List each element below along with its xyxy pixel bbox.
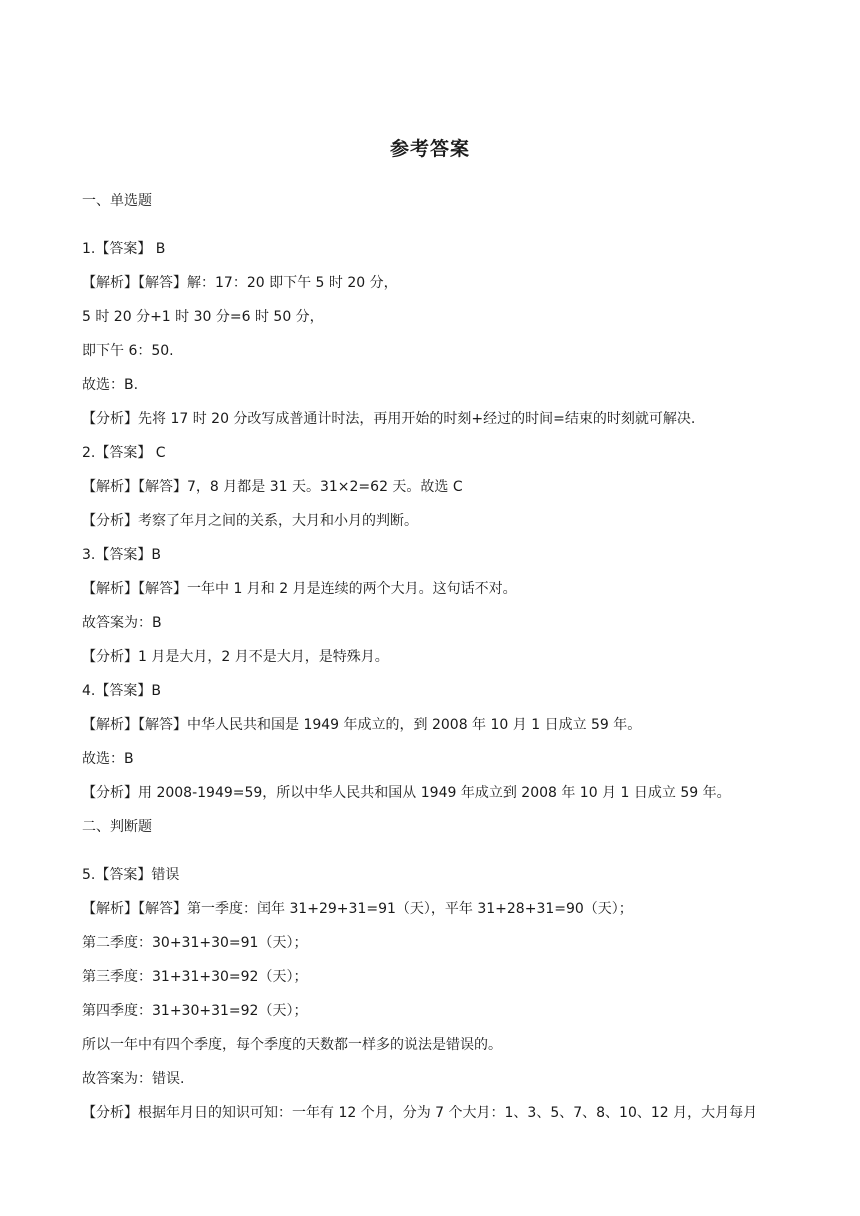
answer-line: 故选：B. [82,377,139,393]
answer-line: 【解析】【解答】中华人民共和国是 1949 年成立的，到 2008 年 10 月 1 日成立 59 年。 [82,717,642,733]
answer-line: 【分析】考察了年月之间的关系，大月和小月的判断。 [82,513,418,529]
answer-line: 2.【答案】 C [82,445,166,461]
answer-line: 所以一年中有四个季度，每个季度的天数都一样多的说法是错误的。 [82,1037,502,1053]
answer-line: 【解析】【解答】一年中 1 月和 2 月是连续的两个大月。这句话不对。 [82,581,517,597]
answer-line: 故选：B [82,751,134,767]
answer-line: 故答案为：错误. [82,1071,185,1087]
answer-line: 第四季度：31+30+31=92（天）； [82,1003,308,1019]
answer-line: 1.【答案】 B [82,241,166,257]
answer-line: 5 时 20 分+1 时 30 分=6 时 50 分， [82,309,324,325]
answer-line: 【解析】【解答】第一季度：闰年 31+29+31=91（天），平年 31+28+31=90（天）； [82,901,633,917]
answer-line: 5.【答案】错误 [82,867,180,883]
answer-line: 第二季度：30+31+30=91（天）； [82,935,308,951]
section-heading-true-false: 二、判断题 [82,819,152,835]
answer-line: 【分析】根据年月日的知识可知：一年有 12 个月，分为 7 个大月：1、3、5、7、8、10、12 月，大月每月 [82,1105,758,1121]
answer-line: 【分析】1 月是大月，2 月不是大月，是特殊月。 [82,649,389,665]
answer-line: 【解析】【解答】解：17：20 即下午 5 时 20 分， [82,275,398,291]
section-heading-single-choice: 一、单选题 [82,193,152,209]
answer-line: 4.【答案】B [82,683,161,699]
answer-line: 【分析】先将 17 时 20 分改写成普通计时法，再用开始的时刻+经过的时间=结束的时刻就可解决. [82,411,696,427]
answer-line: 3.【答案】B [82,547,161,563]
answer-content [82,184,802,1130]
page-title: 参考答案 [389,138,470,160]
answer-line: 【解析】【解答】7，8 月都是 31 天。31×2=62 天。故选 C [82,479,463,495]
answer-line: 即下午 6：50. [82,343,174,359]
answer-line: 【分析】用 2008-1949=59，所以中华人民共和国从 1949 年成立到 2008 年 10 月 1 日成立 59 年。 [82,785,731,801]
answer-line: 故答案为：B [82,615,162,631]
answer-line: 第三季度：31+31+30=92（天）； [82,969,308,985]
